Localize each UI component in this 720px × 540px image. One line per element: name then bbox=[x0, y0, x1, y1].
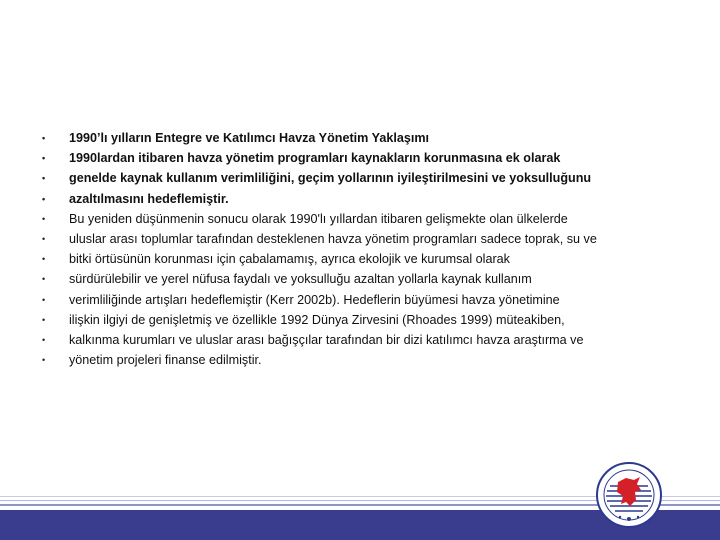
bullet-item: • ilişkin ilgiyi de genişletmiş ve özellikle 1992 Dünya Zirvesini (Rhoades 1999) müteakiben, bbox=[40, 310, 670, 330]
bullet-item: • verimliliğinde artışları hedeflemiştir (Kerr 2002b). Hedeflerin büyümesi havza yönetimine bbox=[40, 290, 670, 310]
bullet-item: • bitki örtüsünün korunması için çabalamamış, ayrıca ekolojik ve kurumsal olarak bbox=[40, 249, 670, 269]
bullet-item: • uluslar arası toplumlar tarafından desteklenen havza yönetim programları sadece toprak, su ve bbox=[40, 229, 670, 249]
university-seal-icon bbox=[596, 462, 662, 528]
bullet-item: • yönetim projeleri finanse edilmiştir. bbox=[40, 350, 670, 370]
bullet-item: • Bu yeniden düşünmenin sonucu olarak 1990'lı yıllardan itibaren gelişmekte olan ülkelerde bbox=[40, 209, 670, 229]
bullet-item: • kalkınma kurumları ve uluslar arası bağışçılar tarafından bir dizi katılımcı havza araştırma ve bbox=[40, 330, 670, 350]
bullet-item: • azaltılmasını hedeflemiştir. bbox=[40, 189, 670, 209]
bullet-item: • genelde kaynak kullanım verimliliğini, geçim yollarının iyileştirilmesini ve yoksulluğunu bbox=[40, 168, 670, 188]
bullet-list bbox=[40, 128, 670, 370]
bullet-item: • 1990’lı yılların Entegre ve Katılımcı Havza Yönetim Yaklaşımı bbox=[40, 128, 670, 148]
bullet-item: • sürdürülebilir ve yerel nüfusa faydalı ve yoksulluğu azaltan yollarla kaynak kullanım bbox=[40, 269, 670, 289]
bullet-item: • 1990lardan itibaren havza yönetim programları kaynakların korunmasına ek olarak bbox=[40, 148, 670, 168]
